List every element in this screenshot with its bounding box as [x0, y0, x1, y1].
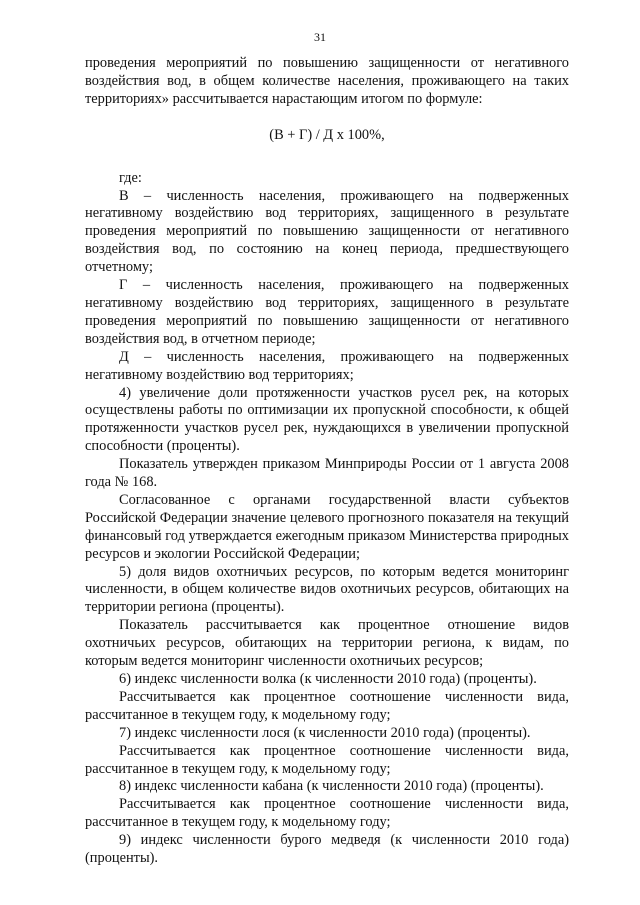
document-body: [85, 55, 569, 868]
paragraph: Показатель утвержден приказом Минприроды России от 1 августа 2008 года № 168.: [85, 456, 569, 491]
page-number: 31: [314, 30, 326, 44]
paragraph: 8) индекс численности кабана (к численности 2010 года) (проценты).: [119, 778, 544, 795]
formula: (В + Г) / Д х 100%,: [269, 126, 385, 143]
paragraph: 6) индекс численности волка (к численности 2010 года) (проценты).: [119, 671, 537, 687]
paragraph: Г – численность населения, проживающего на подверженных негативному воздействию вод территориях, защищенного в результате проведения мероприятий по повышению защищенности от негативного воздействия вод, в отчетном периоде;: [85, 277, 569, 347]
paragraph: Рассчитывается как процентное соотношение численности вида, рассчитанное в текущем году, к модельному году;: [85, 796, 569, 831]
paragraph: В – численность населения, проживающего на подверженных негативному воздействию вод территориях, защищенного в результате проведения мероприятий по повышению защищенности от негативного воздействия вод, по состоянию на конец периода, предшествующего отчетному;: [85, 187, 569, 276]
paragraph: Показатель рассчитывается как процентное отношение видов охотничьих ресурсов, обитающих на территории региона, к видам, по которым ведется мониторинг численности охотничьих ресурсов;: [85, 617, 569, 670]
paragraph: 4) увеличение доли протяженности участков русел рек, на которых осуществлены работы по оптимизации их пропускной способности, к общей протяженности участков русел рек, нуждающихся в увеличении пропускной способности (проценты).: [85, 384, 569, 455]
paragraph: проведения мероприятий по повышению защищенности от негативного воздействия вод, в общем количестве населения, проживающего на таких территориях» рассчитывается нарастающим итогом по формуле:: [85, 55, 569, 107]
paragraph: где:: [119, 169, 142, 186]
paragraph: Д – численность населения, проживающего на подверженных негативному воздействию вод территориях;: [85, 348, 569, 383]
paragraph: 5) доля видов охотничьих ресурсов, по которым ведется мониторинг численности, в общем количестве видов охотничьих ресурсов, обитающих на территории региона (проценты).: [85, 563, 569, 616]
paragraph: Согласованное с органами государственной власти субъектов Российской Федерации значение целевого прогнозного показателя на текущий финансовый год утверждается ежегодным приказом Министерства природных ресурсов и экологии Российской Федерации;: [85, 491, 569, 562]
paragraph: Рассчитывается как процентное соотношение численности вида, рассчитанное в текущем году, к модельному году;: [85, 688, 569, 723]
paragraph: 7) индекс численности лося (к численности 2010 года) (проценты).: [119, 724, 531, 741]
paragraph: 9) индекс численности бурого медведя (к численности 2010 года) (проценты).: [85, 832, 569, 867]
paragraph: Рассчитывается как процентное соотношение численности вида, рассчитанное в текущем году, к модельному году;: [85, 742, 569, 777]
